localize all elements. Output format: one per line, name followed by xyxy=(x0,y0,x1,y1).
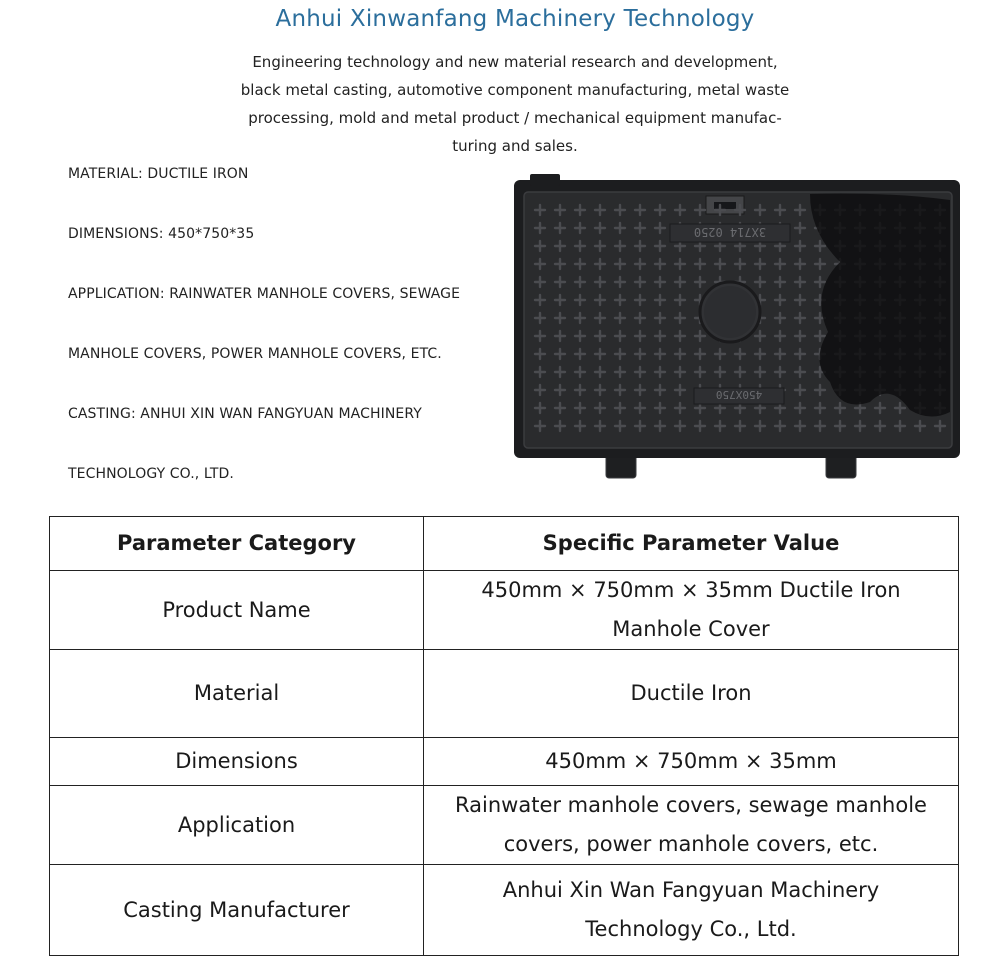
casting-mark-top: 3X714 0250 xyxy=(693,225,767,239)
table-row xyxy=(50,865,959,956)
description-line: turing and sales. xyxy=(452,137,578,155)
row-category: Dimensions xyxy=(50,738,424,786)
description-line: processing, mold and metal product / mechanical equipment manufac- xyxy=(248,109,782,127)
page-title: Anhui Xinwanfang Machinery Technology xyxy=(275,6,755,32)
row-value-line: Rainwater manhole covers, sewage manhole xyxy=(455,793,927,817)
description-line: Engineering technology and new material research and development, xyxy=(252,53,778,71)
row-value xyxy=(424,865,959,956)
company-description xyxy=(232,48,798,160)
spec-casting-line1: CASTING: ANHUI XIN WAN FANGYUAN MACHINERY xyxy=(68,406,422,422)
row-value xyxy=(424,650,959,738)
row-value-line: covers, power manhole covers, etc. xyxy=(503,832,879,856)
row-category: Application xyxy=(50,786,424,865)
header-parameter-category: Parameter Category xyxy=(50,517,424,571)
spec-dimensions: DIMENSIONS: 450*750*35 xyxy=(68,226,255,242)
row-value-line: 450mm × 750mm × 35mm xyxy=(545,749,837,773)
table-row xyxy=(50,786,959,865)
row-value xyxy=(424,738,959,786)
manhole-cover-image xyxy=(510,172,962,480)
row-category: Casting Manufacturer xyxy=(50,865,424,956)
spec-application-line1: APPLICATION: RAINWATER MANHOLE COVERS, SEWAGE xyxy=(68,286,461,302)
row-value-line: Technology Co., Ltd. xyxy=(585,917,797,941)
table-row xyxy=(50,738,959,786)
row-value xyxy=(424,571,959,650)
spec-application-line2: MANHOLE COVERS, POWER MANHOLE COVERS, ETC. xyxy=(68,346,442,362)
row-value-line: 450mm × 750mm × 35mm Ductile Iron xyxy=(481,578,901,602)
table-row xyxy=(50,571,959,650)
table-row xyxy=(50,650,959,738)
casting-mark-bottom: 450X750 xyxy=(715,388,763,401)
row-category: Material xyxy=(50,650,424,738)
row-value xyxy=(424,786,959,865)
row-category: Product Name xyxy=(50,571,424,650)
table-header-row xyxy=(50,517,959,571)
spec-casting-line2: TECHNOLOGY CO., LTD. xyxy=(68,466,234,482)
header-parameter-value: Specific Parameter Value xyxy=(424,517,959,571)
row-value-line: Ductile Iron xyxy=(630,681,752,705)
spec-material: MATERIAL: DUCTILE IRON xyxy=(68,166,249,182)
row-value-line: Anhui Xin Wan Fangyuan Machinery xyxy=(502,878,880,902)
row-value-line: Manhole Cover xyxy=(612,617,770,641)
description-line: black metal casting, automotive component manufacturing, metal waste xyxy=(240,81,790,99)
parameter-table xyxy=(49,516,959,956)
